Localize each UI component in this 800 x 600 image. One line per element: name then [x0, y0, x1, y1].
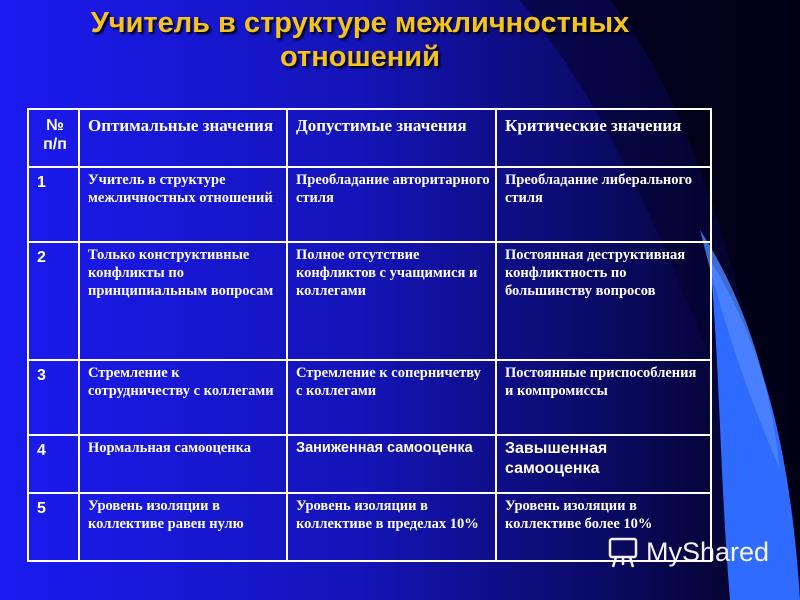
cell-critical: Постоянная деструктивная конфликтность по большинству вопросов	[496, 242, 711, 360]
cell-optimal: Стремление к сотрудничеству с коллегами	[79, 360, 287, 435]
row-num: 5	[28, 493, 79, 561]
watermark-text: MyShared	[646, 536, 770, 567]
title-line-1: Учитель в структуре межличностных	[90, 7, 630, 39]
cell-acceptable: Полное отсутствие конфликтов с учащимися и коллегами	[287, 242, 496, 360]
cell-critical: Преобладание либерального стиля	[496, 167, 711, 242]
table-row	[28, 242, 711, 360]
cell-optimal: Только конструктивные конфликты по принципиальным вопросам	[79, 242, 287, 360]
watermark-logo	[606, 535, 769, 569]
table-row	[28, 167, 711, 242]
presentation-board-icon	[606, 535, 640, 569]
row-num: 4	[28, 435, 79, 493]
table-header-row	[28, 109, 711, 167]
header-num: № п/п	[28, 109, 79, 167]
cell-optimal: Нормальная самооценка	[79, 435, 287, 493]
cell-acceptable: Преобладание авторитарного стиля	[287, 167, 496, 242]
row-num: 3	[28, 360, 79, 435]
table-row	[28, 435, 711, 493]
cell-optimal: Учитель в структуре межличностных отношений	[79, 167, 287, 242]
header-acceptable: Допустимые значения	[287, 109, 496, 167]
cell-optimal: Уровень изоляции в коллективе равен нулю	[79, 493, 287, 561]
cell-critical: Завышенная самооценка	[496, 435, 711, 493]
header-critical: Критические значения	[496, 109, 711, 167]
page-title	[0, 6, 720, 74]
title-line-2: отношений	[280, 41, 440, 73]
cell-acceptable: Стремление к соперничетву с коллегами	[287, 360, 496, 435]
cell-critical: Постоянные приспособления и компромиссы	[496, 360, 711, 435]
comparison-table	[27, 108, 712, 562]
cell-acceptable: Уровень изоляции в коллективе в пределах 10%	[287, 493, 496, 561]
table-row	[28, 360, 711, 435]
row-num: 1	[28, 167, 79, 242]
cell-acceptable: Заниженная самооценка	[287, 435, 496, 493]
row-num: 2	[28, 242, 79, 360]
header-optimal: Оптимальные значения	[79, 109, 287, 167]
cell-critical: Уровень изоляции в коллективе более 10%	[496, 493, 711, 561]
